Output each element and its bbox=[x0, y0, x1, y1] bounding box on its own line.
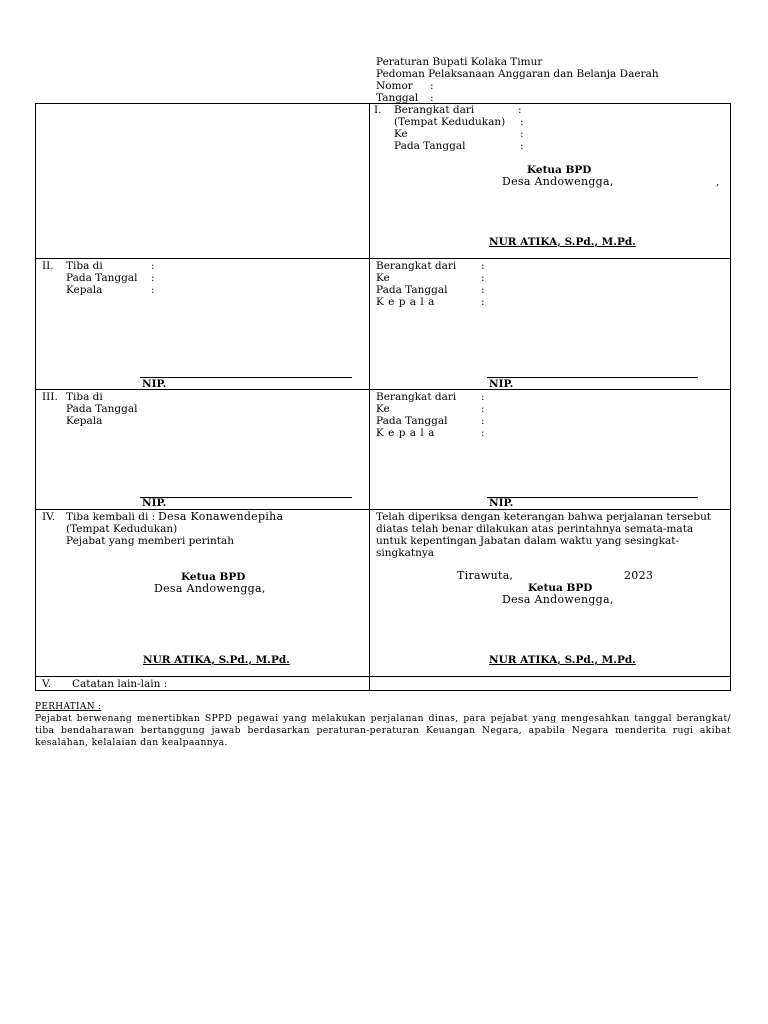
nomor-colon: : bbox=[430, 80, 434, 92]
s2-right-colon-2: : bbox=[481, 272, 485, 284]
s1-pada-tanggal: Pada Tanggal bbox=[394, 140, 466, 152]
s4-tiba-kembali: Tiba kembali di : bbox=[66, 511, 156, 523]
s2-right-nip: NIP. bbox=[489, 378, 514, 390]
table-border-top bbox=[35, 103, 731, 104]
s1-comma: , bbox=[716, 176, 720, 188]
s2-right-berangkat: Berangkat dari bbox=[376, 260, 457, 272]
s5-catatan: Catatan lain-lain : bbox=[72, 678, 168, 690]
section-4-roman: IV. bbox=[42, 511, 56, 523]
s3-right-kepala: K e p a l a bbox=[376, 427, 435, 439]
s4-right-signer-title: Ketua BPD bbox=[528, 582, 593, 594]
s4-tempat-kedudukan: (Tempat Kedudukan) bbox=[66, 523, 178, 535]
s1-colon-4: : bbox=[520, 140, 524, 152]
s2-tiba-di: Tiba di bbox=[66, 260, 103, 272]
s1-signer-title: Ketua BPD bbox=[527, 164, 592, 176]
s4-left-signer-desa: Desa Andowengga, bbox=[154, 582, 266, 595]
s2-right-colon-4: : bbox=[481, 296, 485, 308]
column-divider bbox=[369, 103, 370, 690]
section-3-roman: III. bbox=[42, 391, 58, 403]
table-border-left bbox=[35, 103, 36, 690]
row-divider-1 bbox=[35, 258, 731, 259]
s1-signer-desa: Desa Andowengga, bbox=[502, 175, 614, 188]
s3-right-colon-3: : bbox=[481, 415, 485, 427]
notice-body: Pejabat berwenang menertibkan SPPD pegawai yang melakukan perjalanan dinas, para pejabat yang mengesahkan tanggal berangkat/ tiba bendaharawan bertanggung jawab berdasarkan peraturan-peraturan Keuangan Negara, apabila Negara menderita rugi akibat kesalahan, kelalaian dan kealpaannya. bbox=[35, 713, 731, 748]
s3-kepala: Kepala bbox=[66, 415, 103, 427]
s2-pada-tanggal: Pada Tanggal bbox=[66, 272, 138, 284]
s3-right-pada-tanggal: Pada Tanggal bbox=[376, 415, 448, 427]
tanggal-colon: : bbox=[430, 92, 434, 104]
s4-right-text-1: Telah diperiksa dengan keterangan bahwa perjalanan tersebut bbox=[376, 511, 712, 523]
s3-tiba-di: Tiba di bbox=[66, 391, 103, 403]
s2-kepala: Kepala bbox=[66, 284, 103, 296]
s1-tempat-kedudukan: (Tempat Kedudukan) bbox=[394, 116, 506, 128]
s2-colon-2: : bbox=[151, 272, 155, 284]
s1-colon-2: : bbox=[520, 116, 524, 128]
row-divider-3 bbox=[35, 509, 731, 510]
s1-signer-name: NUR ATIKA, S.Pd., M.Pd. bbox=[489, 236, 636, 248]
section-2-roman: II. bbox=[42, 260, 54, 272]
s2-right-colon-3: : bbox=[481, 284, 485, 296]
s2-colon-1: : bbox=[151, 260, 155, 272]
s4-place: Tirawuta, bbox=[457, 569, 514, 582]
regulation-subtitle: Pedoman Pelaksanaan Anggaran dan Belanja Daerah bbox=[376, 68, 659, 80]
s2-right-ke: Ke bbox=[376, 272, 390, 284]
s4-tiba-kembali-value: Desa Konawendepiha bbox=[158, 510, 284, 523]
regulation-title: Peraturan Bupati Kolaka Timur bbox=[376, 56, 543, 68]
s2-right-kepala: K e p a l a bbox=[376, 296, 435, 308]
s3-right-colon-2: : bbox=[481, 403, 485, 415]
s1-ke: Ke bbox=[394, 128, 408, 140]
s2-left-signature-line bbox=[140, 377, 352, 378]
s3-left-nip: NIP. bbox=[142, 497, 167, 509]
s4-right-text-3: untuk kepentingan Jabatan dalam waktu yang sesingkat- bbox=[376, 535, 679, 547]
s4-right-text-4: singkatnya bbox=[376, 547, 435, 559]
section-1-roman: I. bbox=[374, 104, 382, 116]
s2-right-pada-tanggal: Pada Tanggal bbox=[376, 284, 448, 296]
s4-year: 2023 bbox=[624, 569, 654, 582]
s1-colon-1: : bbox=[518, 104, 522, 116]
s2-right-signature-line bbox=[487, 377, 698, 378]
notice-title: PERHATIAN : bbox=[35, 702, 102, 712]
s4-left-signer-name: NUR ATIKA, S.Pd., M.Pd. bbox=[143, 654, 290, 666]
section-5-roman: V. bbox=[42, 678, 52, 690]
nomor-label: Nomor bbox=[376, 80, 413, 92]
table-border-bottom bbox=[35, 690, 731, 691]
s3-right-colon-4: : bbox=[481, 427, 485, 439]
s3-left-signature-line bbox=[140, 497, 352, 498]
tanggal-label: Tanggal bbox=[376, 92, 419, 104]
s4-left-signer-title: Ketua BPD bbox=[181, 571, 246, 583]
row-divider-4 bbox=[35, 676, 731, 677]
s4-right-signer-name: NUR ATIKA, S.Pd., M.Pd. bbox=[489, 654, 636, 666]
s4-right-text-2: diatas telah benar dilakukan atas perintahnya semata-mata bbox=[376, 523, 694, 535]
s2-colon-3: : bbox=[151, 284, 155, 296]
s1-berangkat-dari: Berangkat dari bbox=[394, 104, 475, 116]
s3-right-nip: NIP. bbox=[489, 497, 514, 509]
s3-right-colon-1: : bbox=[481, 391, 485, 403]
s1-colon-3: : bbox=[520, 128, 524, 140]
row-divider-2 bbox=[35, 389, 731, 390]
s4-pejabat: Pejabat yang memberi perintah bbox=[66, 535, 234, 547]
s3-pada-tanggal: Pada Tanggal bbox=[66, 403, 138, 415]
s2-left-nip: NIP. bbox=[142, 378, 167, 390]
s3-right-ke: Ke bbox=[376, 403, 390, 415]
s3-right-berangkat: Berangkat dari bbox=[376, 391, 457, 403]
table-border-right bbox=[730, 103, 731, 690]
s2-right-colon-1: : bbox=[481, 260, 485, 272]
s4-right-signer-desa: Desa Andowengga, bbox=[502, 593, 614, 606]
s3-right-signature-line bbox=[487, 497, 698, 498]
